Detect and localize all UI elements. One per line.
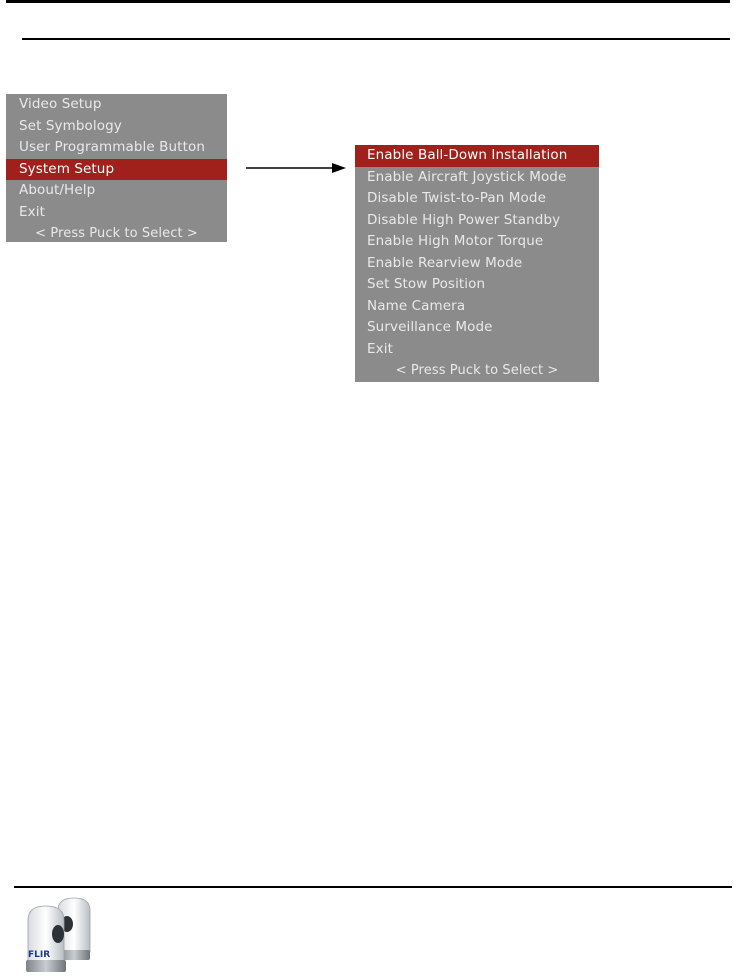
- submenu-item-disable-high-power-standby[interactable]: Disable High Power Standby: [367, 211, 561, 228]
- submenu-item-enable-ball-down-installation[interactable]: Enable Ball-Down Installation: [355, 145, 599, 167]
- submenu-footer-hint: < Press Puck to Select >: [395, 363, 559, 378]
- menu-item-user-programmable-button[interactable]: User Programmable Button: [19, 139, 205, 155]
- header-rule-thin: [22, 38, 730, 40]
- thermal-camera-icon: [18, 894, 98, 976]
- submenu-item-name-camera[interactable]: Name Camera: [367, 297, 466, 314]
- footer-rule: [14, 886, 732, 888]
- submenu-item-enable-rearview-mode[interactable]: Enable Rearview Mode: [367, 254, 523, 271]
- submenu-item-exit[interactable]: Exit: [367, 340, 393, 357]
- menu-item-system-setup[interactable]: System Setup: [6, 159, 227, 181]
- svg-text:FLIR: FLIR: [28, 950, 51, 960]
- submenu-item-enable-aircraft-joystick-mode[interactable]: Enable Aircraft Joystick Mode: [367, 168, 567, 185]
- menu-item-about-help[interactable]: About/Help: [19, 182, 96, 198]
- submenu-item-enable-high-motor-torque[interactable]: Enable High Motor Torque: [367, 233, 544, 249]
- right-arrow-icon: [246, 160, 354, 176]
- menu-item-set-symbology[interactable]: Set Symbology: [19, 117, 122, 134]
- menu-item-exit[interactable]: Exit: [19, 203, 45, 220]
- menu-item-video-setup[interactable]: Video Setup: [19, 96, 102, 112]
- submenu-item-disable-twist-to-pan-mode[interactable]: Disable Twist-to-Pan Mode: [367, 190, 546, 206]
- header-rule-thick: [6, 0, 730, 3]
- menu-footer-hint: < Press Puck to Select >: [35, 226, 198, 241]
- submenu-item-set-stow-position[interactable]: Set Stow Position: [367, 276, 486, 292]
- submenu-item-surveillance-mode[interactable]: Surveillance Mode: [367, 319, 493, 335]
- main-menu: [6, 94, 227, 242]
- system-setup-submenu: [355, 145, 599, 382]
